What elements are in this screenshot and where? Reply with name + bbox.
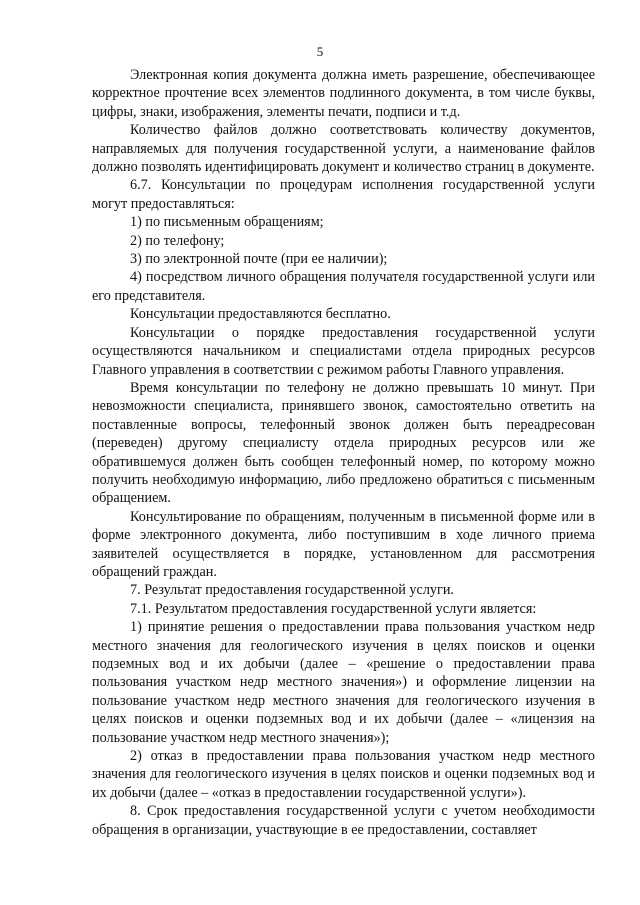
list-item-decision: 1) принятие решения о предоставлении права пользования участком недр местного значения для геологического изучения в целях поисков и оценки подземных вод и их добычи (далее – «решение о предоставлении права пользования участком недр местного значения») и оформление лицензии на пользование участком недр местного значения для геологического изучения в целях поисков и оценки подземных вод и их добычи (далее – «лицензия на пользование участком недр местного значения»); — [92, 619, 595, 746]
document-body — [92, 66, 595, 839]
page-number: 5 — [316, 44, 324, 59]
section-heading-result: 7. Результат предоставления государственной услуги. — [130, 582, 454, 599]
list-item-refusal: 2) отказ в предоставлении права пользования участком недр местного значения для геологического изучения в целях поисков и оценки подземных вод и их добычи (далее – «отказ в предоставлении государственной услуги»). — [92, 748, 595, 801]
paragraph-file-count: Количество файлов должно соответствовать количеству документов, направляемых для получения государственной услуги, а наименование файлов должно позволять идентифицировать документ и количество страниц в документе. — [92, 122, 595, 176]
paragraph-free: Консультации предоставляются бесплатно. — [130, 306, 391, 323]
paragraph-written-consulting: Консультирование по обращениям, полученным в письменной форме или в форме электронного документа, либо поступившим в ходе личного приема заявителей осуществляется в порядке, установленном для рассмотрения обращений граждан. — [92, 508, 595, 580]
paragraph-term: 8. Срок предоставления государственной услуги с учетом необходимости обращения в организации, участвующие в ее предоставлении, составляет — [92, 803, 595, 838]
paragraph-electronic-copy: Электронная копия документа должна иметь разрешение, обеспечивающее корректное прочтение всех элементов подлинного документа, в том числе буквы, цифры, знаки, изображения, элементы печати, подписи и т.д. — [92, 67, 595, 120]
paragraph-phone-time: Время консультации по телефону не должно превышать 10 минут. При невозможности специалиста, принявшего звонок, самостоятельно ответить на поставленные вопросы, телефонный звонок должен быть переадресован (переведен) другому специалисту отдела природных ресурсов или же обратившемуся должен быть сообщен телефонный номер, по которому можно получить необходимую информацию, либо предложено обратиться с письменным обращением. — [92, 379, 595, 507]
list-item-written: 1) по письменным обращениям; — [130, 214, 324, 231]
list-item-personal: 4) посредством личного обращения получателя государственной услуги или его представителя. — [92, 269, 595, 304]
paragraph-result-is: 7.1. Результатом предоставления государственной услуги является: — [130, 600, 537, 617]
paragraph-consultation-order: Консультации о порядке предоставления государственной услуги осуществляются начальником и специалистами отдела природных ресурсов Главного управления в соответствии с режимом работы Главного управления. — [92, 324, 595, 378]
list-item-email: 3) по электронной почте (при ее наличии); — [130, 251, 388, 268]
paragraph-consultations-heading: 6.7. Консультации по процедурам исполнения государственной услуги могут предоставляться: — [92, 177, 595, 212]
list-item-phone: 2) по телефону; — [130, 232, 225, 249]
